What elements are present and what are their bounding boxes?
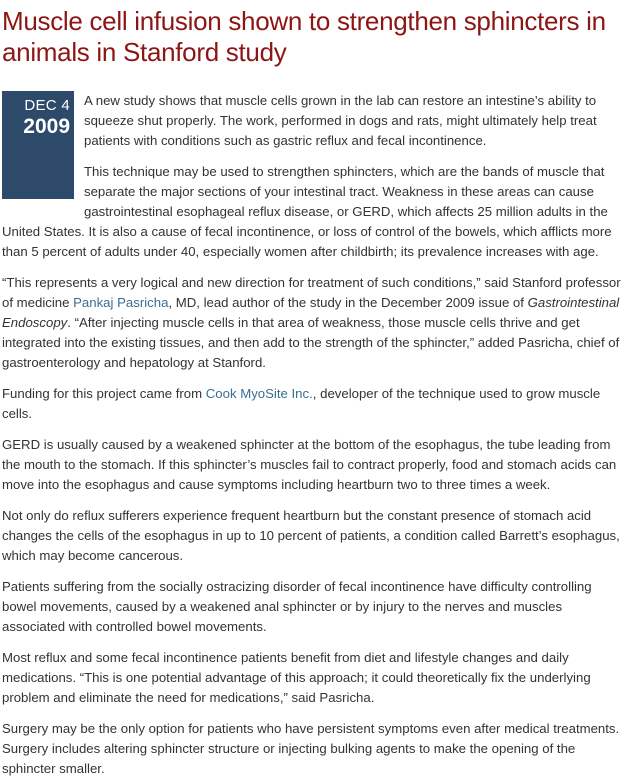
paragraph-4-text-b: , developer of the technique used to grow muscle cells. (2, 386, 601, 421)
cook-myosite-link[interactable]: Cook MyoSite Inc. (205, 386, 313, 401)
paragraph-3-text-a: “This represents a very logical and new direction for treatment of such conditions,” said Stanford professor of medicine (2, 275, 621, 310)
author-link-pankaj-pasricha[interactable]: Pankaj Pasricha (73, 295, 169, 310)
date-badge (2, 91, 74, 199)
paragraph-4 (2, 384, 625, 424)
paragraph-5: GERD is usually caused by a weakened sphincter at the bottom of the esophagus, the tube leading from the mouth to the stomach. If this sphincter’s muscles fail to contract properly, food and stomach acids can move into the esophagus and cause symptoms including heartburn two to three times a week. (2, 437, 617, 492)
journal-name: Gastrointestinal Endoscopy (2, 295, 620, 330)
paragraph-1: A new study shows that muscle cells grown in the lab can restore an intestine’s ability to squeeze shut properly. The work, performed in dogs and rats, might ultimately help treat patients with conditions such as gastric reflux and fecal incontinence. (84, 93, 597, 148)
paragraph-3-text-c: . “After injecting muscle cells in that area of weakness, those muscle cells thrive and get integrated into the existing tissues, and then add to the strength of the sphincter,” added Pasricha, chief of gastroenterology and hepatology at Stanford. (2, 315, 620, 370)
paragraph-4-text-a: Funding for this project came from (2, 386, 206, 401)
paragraph-7: Patients suffering from the socially ostracizing disorder of fecal incontinence have difficulty controlling bowel movements, caused by a weakened anal sphincter or by injury to the nerves and muscles associated with controlled bowel movements. (2, 579, 592, 634)
paragraph-8: Most reflux and some fecal incontinence patients benefit from diet and lifestyle changes and daily medications. “This is one potential advantage of this approach; it could theoretically fix the underlying problem and eliminate the need for medications,” said Pasricha. (2, 650, 591, 705)
article-title: Muscle cell infusion shown to strengthen sphincters in animals in Stanford study (2, 6, 606, 67)
paragraph-9: Surgery may be the only option for patients who have persistent symptoms even after medical treatments. Surgery includes altering sphincter structure or injecting bulking agents to make the opening of the sphincter smaller. (2, 721, 620, 776)
paragraph-3-text-b: , MD, lead author of the study in the December 2009 issue of (168, 295, 528, 310)
date-month-day: DEC 4 (24, 97, 70, 114)
paragraph-2: This technique may be used to strengthen sphincters, which are the bands of muscle that separate the major sections of your intestinal tract. Weakness in these areas can cause gastrointestinal esophageal reflux disease, or GERD, which affects 25 million adults in the United States. It is also a cause of fecal incontinence, or loss of control of the bowels, which afflicts more than 5 percent of adults under 40, especially women after childbirth; its prevalence increases with age. (2, 164, 612, 259)
date-year: 2009 (23, 115, 70, 138)
article-body (2, 68, 625, 779)
paragraph-6: Not only do reflux sufferers experience frequent heartburn but the constant presence of stomach acid changes the cells of the esophagus in up to 10 percent of patients, a condition called Barrett’s esophagus, which may become cancerous. (2, 508, 620, 563)
paragraph-3 (2, 273, 625, 373)
